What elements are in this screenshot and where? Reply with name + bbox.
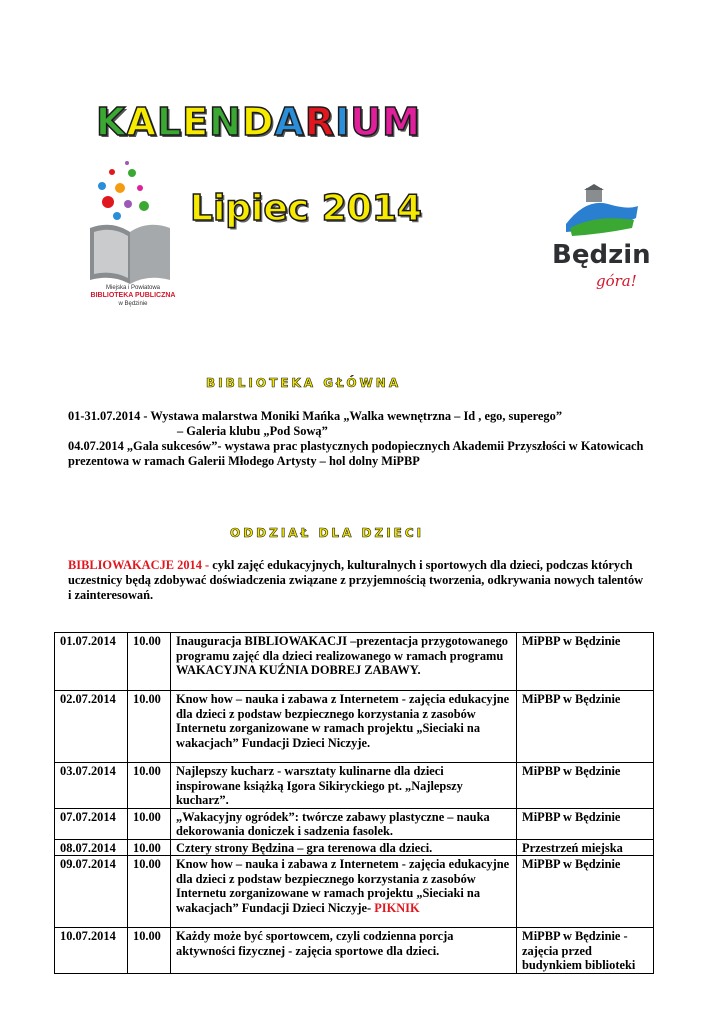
event-place: MiPBP w Będzinie (517, 633, 654, 691)
kids-intro-highlight: BIBLIOWAKACJE 2014 - (68, 558, 210, 572)
event-place: MiPBP w Będzinie (517, 691, 654, 763)
main-exhibition-line1: 01-31.07.2014 - Wystawa malarstwa Moniki Mańka „Walka wewnętrzna – Id , ego, superego” (68, 409, 563, 423)
event-description (171, 856, 517, 928)
title-letter: E (182, 100, 210, 144)
library-logo-caption (78, 284, 188, 308)
kids-intro-line3: i zainteresowań. (68, 588, 154, 602)
event-row (55, 808, 654, 839)
page-subtitle: Lipiec 2014 (190, 188, 422, 229)
event-row (55, 691, 654, 763)
title-letter: M (382, 100, 421, 144)
event-time: 10.00 (128, 856, 171, 928)
event-description (171, 839, 517, 856)
main-gala-line1: 04.07.2014 „Gala sukcesów”- wystawa prac plastycznych podopiecznych Akademii Przyszłości w Katowicach (68, 439, 644, 453)
event-description (171, 633, 517, 691)
event-date: 03.07.2014 (55, 763, 128, 809)
page-title (96, 100, 616, 150)
event-time: 10.00 (128, 808, 171, 839)
event-date: 07.07.2014 (55, 808, 128, 839)
title-letter: L (156, 100, 183, 144)
section-heading-main: BIBLIOTEKA GŁÓWNA (206, 376, 402, 390)
event-time: 10.00 (128, 691, 171, 763)
event-row (55, 928, 654, 974)
event-description (171, 691, 517, 763)
title-letter: A (126, 100, 157, 144)
library-logo-line2: BIBLIOTEKA PUBLICZNA (90, 292, 176, 299)
kids-intro-line1 (68, 558, 708, 573)
event-description-text: Cztery strony Będzina – gra terenowa dla dzieci. (176, 840, 433, 855)
event-description (171, 928, 517, 974)
event-row (55, 763, 654, 809)
event-row (55, 856, 654, 928)
events-table (54, 632, 654, 974)
event-date: 01.07.2014 (55, 633, 128, 691)
event-time: 10.00 (128, 763, 171, 809)
event-description-text: Know how – nauka i zabawa z Internetem - zajęcia edukacyjne dla dzieci z podstaw bezpiecznego korzystania z zasobów Internetu zorganizowane w ramach projektu „Sieciaki na wakacjach” Fundacji Dzieci Niczyje. (176, 692, 510, 750)
event-description-highlight: PIKNIK (374, 900, 420, 915)
kids-intro-text: cykl zajęć edukacyjnych, kulturalnych i sportowych dla dzieci, podczas których (209, 558, 633, 572)
title-letter: I (335, 100, 351, 144)
event-time: 10.00 (128, 839, 171, 856)
library-logo-line3: w Będzinie (118, 301, 148, 307)
event-place: MiPBP w Będzinie (517, 856, 654, 928)
section-heading-kids: ODDZIAŁ DLA DZIECI (230, 526, 425, 540)
event-date: 02.07.2014 (55, 691, 128, 763)
title-letter: R (304, 100, 336, 144)
event-date: 10.07.2014 (55, 928, 128, 974)
event-description-text: Know how – nauka i zabawa z Internetem - zajęcia edukacyjne dla dzieci z podstaw bezpiecznego korzystania z zasobów Internetu zorganizowane w ramach projektu „Sieciaki na wakacjach” Fundacji Dzieci Niczyje- (176, 857, 510, 915)
city-logo-name: Będzin (552, 240, 651, 270)
event-description (171, 808, 517, 839)
event-date: 08.07.2014 (55, 839, 128, 856)
city-logo-tagline: góra! (596, 272, 637, 290)
event-date: 09.07.2014 (55, 856, 128, 928)
main-exhibition-line2: – Galeria klubu „Pod Sową” (177, 424, 328, 438)
event-place: Przestrzeń miejska (517, 839, 654, 856)
event-time: 10.00 (128, 928, 171, 974)
event-place: MiPBP w Będzinie (517, 808, 654, 839)
title-letter: K (96, 100, 127, 144)
event-description-text: Najlepszy kucharz - warsztaty kulinarne dla dzieci inspirowane książką Igora Sikiryckiego pt. „Najlepszy kucharz”. (176, 764, 463, 807)
title-letter: A (274, 100, 305, 144)
title-letter: U (350, 100, 383, 144)
event-description-text: „Wakacyjny ogródek”: twórcze zabawy plastyczne – nauka dekorowania doniczek i sadzenia fasolek. (176, 809, 490, 838)
event-description-text: Inauguracja BIBLIOWAKACJI –prezentacja przygotowanego programu zajęć dla dzieci realizowanego w ramach programu WAKACYJNA KUŹNIA DOBREJ ZABAWY. (176, 634, 508, 677)
event-place: MiPBP w Będzinie (517, 763, 654, 809)
library-logo-line1: Miejska i Powiatowa (105, 285, 161, 291)
event-row (55, 839, 654, 856)
title-letter: N (209, 100, 242, 144)
event-time: 10.00 (128, 633, 171, 691)
kids-intro-line2: uczestnicy będą zdobywać doświadczenia związane z przyjemnością tworzenia, odkrywania nowych talentów (68, 573, 644, 587)
event-row (55, 633, 654, 691)
event-place: MiPBP w Będzinie - zajęcia przed budynkiem biblioteki (517, 928, 654, 974)
main-gala-line2: prezentowa w ramach Galerii Młodego Artysty – hol dolny MiPBP (68, 454, 420, 468)
title-letter: D (241, 100, 275, 144)
event-description-text: Każdy może być sportowcem, czyli codzienna porcja aktywności fizycznej - zajęcia sportowe dla dzieci. (176, 929, 454, 958)
event-description (171, 763, 517, 809)
